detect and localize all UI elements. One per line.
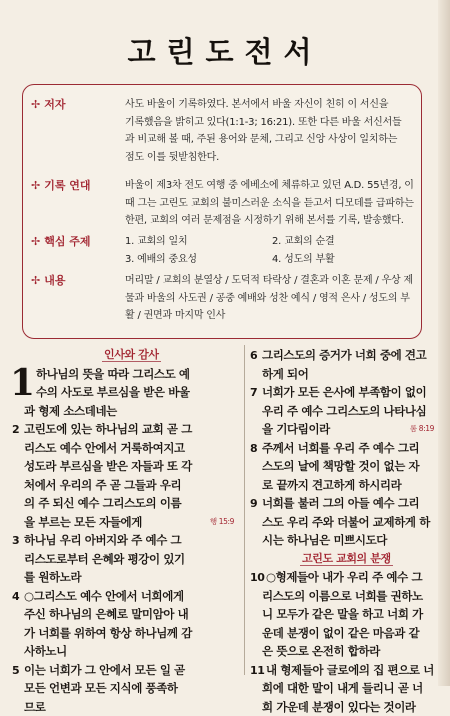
verse-number: 2 bbox=[12, 421, 24, 440]
verse-number: 7 bbox=[250, 384, 262, 403]
verse-4: 4 ○그리스도 예수 안에서 너희에게 주신 하나님의 은혜로 말미암아 내 가 너희를 위하여 항상 하나님께 감 사하노니 bbox=[12, 587, 240, 661]
verse-number: 3 bbox=[12, 532, 24, 551]
verse-6: 6 그리스도의 증거가 너희 중에 견고 하게 되어 bbox=[250, 346, 440, 383]
verse-2: 2 고린도에 있는 하나님의 교회 곧 그 리스도 예수 안에서 거룩하여지고 성도라 부르심을 받은 자들과 또 각 처에서 우리의 주 곧 그들과 우리 의 주 되신 예수 그리스도의 이름 을 부르는 모든 자들에게 행 15:9 bbox=[12, 420, 240, 531]
theme-item: 2. 교회의 순결 bbox=[272, 233, 415, 251]
cross-icon: ✢ bbox=[31, 235, 40, 248]
date-text: 바울이 제3차 전도 여행 중 에베소에 체류하고 있던 A.D. 55년경, 이 때 그는 고린도 교회의 불미스러운 소식을 듣고서 디모데를 급파하는 한편, 교회의 여러 문제점을 시정하기 위해 본서를 기록, 발송했다. bbox=[125, 177, 415, 230]
section-heading: 인사와 감사 bbox=[12, 346, 240, 365]
author-label: 저자 bbox=[44, 98, 65, 111]
date-label: 기록 연대 bbox=[44, 179, 90, 192]
verse-number: 5 bbox=[12, 662, 24, 681]
verse-7: 7 너희가 모든 은사에 부족함이 없이 우리 주 예수 그리스도의 나타나심 을 기다림이라 롬 8:19 bbox=[250, 383, 440, 439]
book-introduction-box bbox=[22, 84, 422, 339]
chapter-number: 1 bbox=[10, 365, 35, 401]
cross-reference: 롬 8:19 bbox=[410, 420, 434, 439]
verse-10: 10○형제들아 내가 우리 주 예수 그 리스도의 이름으로 너희를 권하노 니 모두가 같은 말을 하고 너희 가 운데 분쟁이 없이 같은 마음과 같 은 뜻으로 온전히 합하라 bbox=[250, 568, 440, 661]
content-text: 머리말 / 교회의 분열상 / 도덕적 타락상 / 결혼과 이혼 문제 / 우상 제 물과 바울의 사도권 / 공중 예배와 성찬 예식 / 영적 은사 / 성도의 부 활 / 권면과 마지막 인사 bbox=[125, 272, 415, 325]
book-title: 고린도전서 bbox=[0, 30, 450, 71]
verse-number: 11 bbox=[250, 662, 266, 681]
verse-number: 8 bbox=[250, 440, 262, 459]
section-heading: 고린도 교회의 분쟁 bbox=[250, 550, 440, 569]
verse-number: 10 bbox=[250, 569, 266, 588]
verse-3: 3 하나님 우리 아버지와 주 예수 그 리스도로부터 은혜와 평강이 있기 를 원하노라 bbox=[12, 531, 240, 587]
verse-8: 8 주께서 너희를 우리 주 예수 그리 스도의 날에 책망할 것이 없는 자 로 끝까지 견고하게 하시리라 bbox=[250, 439, 440, 495]
verse-number: 9 bbox=[250, 495, 262, 514]
verse-11: 11내 형제들아 글로에의 집 편으로 너 희에 대한 말이 내게 들리니 곧 너 희 가운데 분쟁이 있다는 것이라 bbox=[250, 661, 440, 716]
cross-icon: ✢ bbox=[31, 98, 40, 111]
verse-number: 4 bbox=[12, 588, 24, 607]
content-label: 내용 bbox=[44, 274, 65, 287]
author-text: 사도 바울이 기록하였다. 본서에서 바울 자신이 친히 이 서신을 기록했음을 밝히고 있다(1:1-3; 16:21). 또한 다른 바울 서신서들 과 비교해 볼 때, 주된 용어와 문체, 그리고 신앙 사상이 일치하는 점도 이를 뒷받침한다. bbox=[125, 96, 415, 166]
column-divider bbox=[244, 345, 245, 675]
left-column bbox=[12, 346, 240, 716]
theme-item: 3. 예배의 중요성 bbox=[125, 251, 268, 269]
cross-icon: ✢ bbox=[31, 179, 40, 192]
verse-5: 5 이는 너희가 그 안에서 모든 일 곧 모든 언변과 모든 지식에 풍족하 므로 bbox=[12, 661, 240, 716]
right-column bbox=[250, 346, 440, 716]
verse-number: 6 bbox=[250, 347, 262, 366]
theme-label: 핵심 주제 bbox=[44, 235, 90, 248]
cross-icon: ✢ bbox=[31, 274, 40, 287]
cross-reference: 행 15:9 bbox=[210, 513, 234, 532]
verse-9: 9 너희를 불러 그의 아들 예수 그리 스도 우리 주와 더불어 교제하게 하 시는 하나님은 미쁘시도다 bbox=[250, 494, 440, 550]
theme-item: 1. 교회의 일치 bbox=[125, 233, 268, 251]
theme-item: 4. 성도의 부활 bbox=[272, 251, 415, 269]
theme-list bbox=[125, 233, 415, 268]
verse-1: 1 하나님의 뜻을 따라 그리스도 예 수의 사도로 부르심을 받은 바울 과 형제 소스데네는 bbox=[12, 365, 240, 421]
